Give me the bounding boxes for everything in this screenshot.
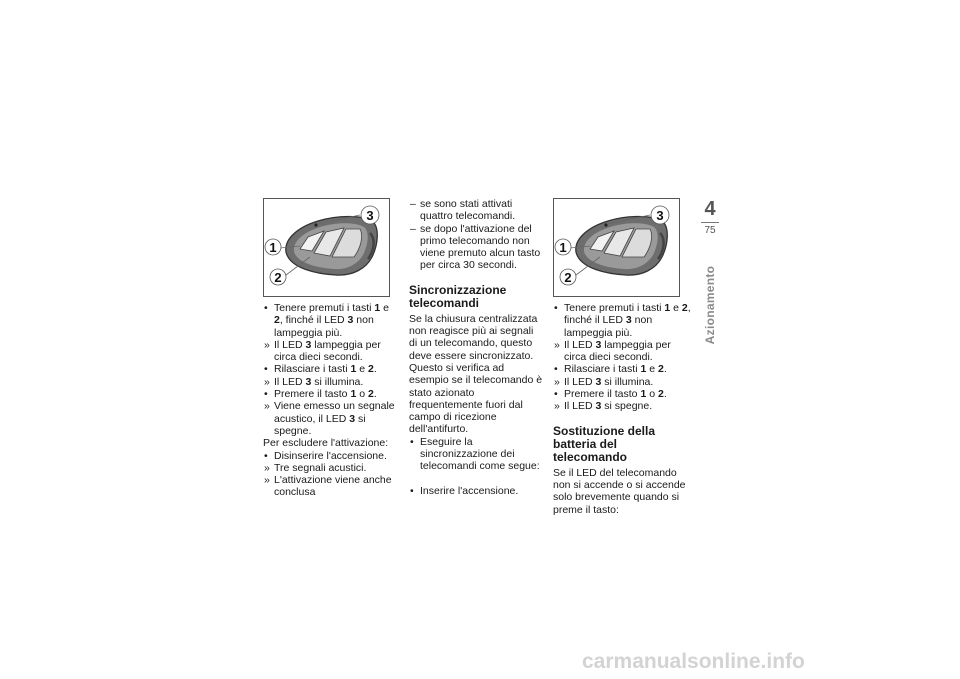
result-item: » Il LED 3 si illumina. xyxy=(554,375,654,388)
remote-key-figure xyxy=(263,198,390,297)
remote-key-illustration xyxy=(264,199,389,296)
dash-item: – se sono stati attivati quattro telecomandi. xyxy=(410,198,516,223)
callout-2: 2 xyxy=(274,270,282,285)
column-2 xyxy=(409,198,544,497)
sync-paragraph: Se la chiusura centralizzata non reagisce più ai segnali di un telecomando, questo deve essere sincronizzato. Questo si verifica ad esempio se il telecomando è stato azionato frequentemente fuori dal campo di ricezione dell'antifurto. xyxy=(409,312,543,436)
chapter-title: Azionamento xyxy=(703,265,717,345)
result-marker: » xyxy=(554,338,560,351)
result-marker: » xyxy=(264,474,270,487)
chapter-title-vertical xyxy=(699,260,721,350)
dash-marker: – xyxy=(410,222,416,235)
exclude-steps xyxy=(263,450,400,499)
step-item: • Premere il tasto 1 o 2. xyxy=(264,388,377,401)
bullet-marker: • xyxy=(264,363,268,376)
sync-procedure-steps xyxy=(553,302,691,413)
bullet-marker: • xyxy=(410,435,414,448)
result-item: » Il LED 3 lampeggia per circa dieci secondi. xyxy=(264,338,381,364)
section-heading-battery: Sostituzione della batteria del telecomando xyxy=(553,423,656,464)
result-item: » Il LED 3 si spegne. xyxy=(554,400,653,413)
result-item: » Il LED 3 si illumina. xyxy=(264,375,364,388)
remote-key-figure xyxy=(553,198,680,297)
bullet-marker: • xyxy=(554,363,558,376)
bullet-marker: • xyxy=(554,388,558,401)
dash-marker: – xyxy=(410,198,416,210)
result-marker: » xyxy=(554,375,560,388)
result-marker: » xyxy=(264,461,270,474)
callout-3: 3 xyxy=(366,208,374,223)
remote-key-illustration xyxy=(554,199,679,296)
dash-item: – se dopo l'attivazione del primo telecomando non viene premuto alcun tasto per circa 30 secondi. xyxy=(410,222,541,272)
step-item: • Eseguire la sincronizzazione dei telecomandi come segue: xyxy=(410,435,540,473)
step-item: • Inserire l'accensione. xyxy=(410,484,519,497)
callout-1: 1 xyxy=(559,240,567,255)
sync-steps xyxy=(409,436,544,473)
result-marker: » xyxy=(264,338,270,351)
bullet-marker: • xyxy=(264,302,268,314)
result-marker: » xyxy=(264,375,270,388)
bullet-marker: • xyxy=(410,484,414,497)
chapter-tab xyxy=(699,198,721,236)
bullet-marker: • xyxy=(554,302,558,314)
result-item: » Tre segnali acustici. xyxy=(264,461,367,474)
step-item: • Premere il tasto 1 o 2. xyxy=(554,388,667,401)
result-item: » Viene emesso un segnale acustico, il LED 3 si spegne. xyxy=(264,400,395,437)
battery-paragraph: Se il LED del telecomando non si accende o si accende solo brevemente quando si preme il tasto: xyxy=(553,466,686,516)
result-marker: » xyxy=(554,400,560,413)
callout-3: 3 xyxy=(656,208,664,223)
page-number: 75 xyxy=(704,225,716,236)
bullet-marker: • xyxy=(264,449,268,462)
chapter-number: 4 xyxy=(704,198,716,220)
step-item: • Tenere premuti i tasti 1 e 2, finché il LED 3 non lampeggia più. xyxy=(264,302,389,339)
watermark: carmanualsonline.info xyxy=(582,650,805,673)
result-item: » L'attivazione viene anche conclusa xyxy=(264,474,392,499)
step-item: • Rilasciare i tasti 1 e 2. xyxy=(264,363,377,376)
column-1 xyxy=(263,198,400,499)
result-item: » Il LED 3 lampeggia per circa dieci secondi. xyxy=(554,338,671,364)
exclude-intro: Per escludere l'attivazione: xyxy=(263,437,389,450)
column-3 xyxy=(553,198,691,516)
step-item: • Rilasciare i tasti 1 e 2. xyxy=(554,363,667,376)
conclusion-conditions xyxy=(409,198,544,272)
ignition-step xyxy=(409,485,544,497)
section-heading-sync: Sincronizzazione telecomandi xyxy=(409,282,507,310)
activation-steps xyxy=(263,302,400,437)
callout-1: 1 xyxy=(269,240,277,255)
step-item: • Tenere premuti i tasti 1 e 2, finché il LED 3 non lampeggia più. xyxy=(554,302,691,339)
step-item: • Disinserire l'accensione. xyxy=(264,449,387,462)
result-marker: » xyxy=(264,400,270,413)
chapter-divider xyxy=(701,222,719,223)
bullet-marker: • xyxy=(264,388,268,401)
callout-2: 2 xyxy=(564,270,572,285)
